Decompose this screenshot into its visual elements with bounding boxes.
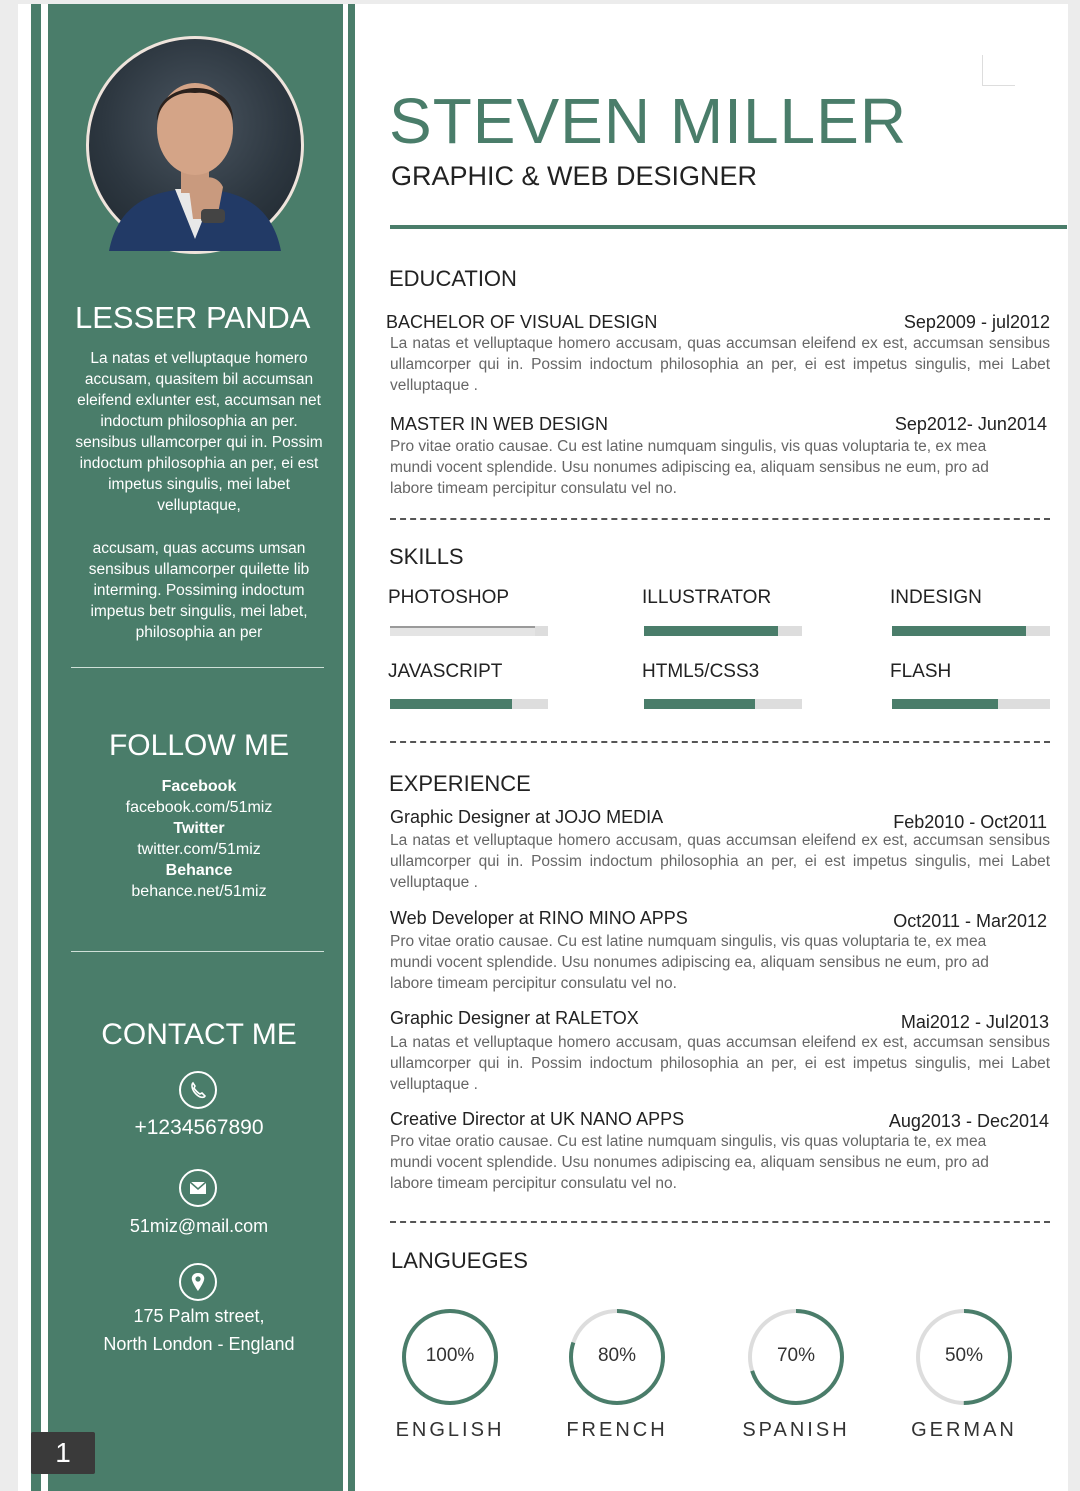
section-divider xyxy=(390,1221,1050,1223)
language-ring xyxy=(400,1307,500,1407)
skills-title: SKILLS xyxy=(389,544,464,569)
education-degree: BACHELOR OF VISUAL DESIGN xyxy=(386,312,658,332)
location-pin-icon xyxy=(179,1263,217,1301)
skill-bar-fill xyxy=(644,626,778,636)
experience-role: Creative Director at UK NANO APPS xyxy=(390,1109,685,1129)
page-number-badge: 1 xyxy=(31,1432,95,1474)
languages-title: LANGUEGES xyxy=(391,1248,528,1273)
language-name: SPANISH xyxy=(742,1419,850,1441)
twitter-link[interactable]: twitter.com/51miz xyxy=(137,841,261,858)
language-percent: 70% xyxy=(776,1345,816,1366)
address xyxy=(74,1302,324,1358)
corner-mark xyxy=(982,55,1015,86)
language-ring xyxy=(746,1307,846,1407)
education-title: EDUCATION xyxy=(389,266,517,291)
behance-link[interactable]: behance.net/51miz xyxy=(131,883,267,900)
section-divider xyxy=(390,518,1050,520)
experience-title: EXPERIENCE xyxy=(389,771,531,796)
skill-bar xyxy=(390,626,548,636)
language-name: ENGLISH xyxy=(395,1419,505,1441)
experience-description: Pro vitae oratio causae. Cu est latine numquam singulis, vis quas voluptaria te, ex mea mundi vocent splendide. Usu nonumes adipiscing ea, aliquam sensibus ne eum, pro ad labore timeam percipitur consulatu vel no. xyxy=(390,933,989,992)
experience-dates: Mai2012 - Jul2013 xyxy=(900,1012,1049,1032)
language-ring xyxy=(914,1307,1014,1407)
education-degree: MASTER IN WEB DESIGN xyxy=(390,414,609,434)
experience-dates: Aug2013 - Dec2014 xyxy=(888,1111,1049,1131)
sidebar-divider xyxy=(71,667,324,668)
skill-bar xyxy=(644,626,802,636)
skill-label: ILLUSTRATOR xyxy=(642,587,772,608)
follow-me-title: FOLLOW ME xyxy=(108,729,289,762)
resume-name: STEVEN MILLER xyxy=(389,85,908,157)
profile-photo xyxy=(86,36,304,254)
skill-bar xyxy=(892,626,1050,636)
experience-description: La natas et velluptaque homero accusam, quas accumsan eleifend ex est, accumsan sensibus ullamcorper qui in. Possim indoctum philosophia an per, ei est impetus singulis, mei Labet velluptaque . xyxy=(390,1034,1050,1093)
skill-label: PHOTOSHOP xyxy=(388,587,510,608)
language-percent: 80% xyxy=(597,1345,637,1366)
phone-icon xyxy=(179,1071,217,1109)
education-description: Pro vitae oratio causae. Cu est latine numquam singulis, vis quas voluptaria te, ex mea mundi vocent splendide. Usu nonumes adipiscing ea, aliquam sensibus ne eum, pro ad labore timeam percipitur consulatu vel no. xyxy=(390,438,989,497)
skill-bar-fill xyxy=(390,626,535,636)
header-rule xyxy=(390,225,1067,229)
sidebar-bio-cut-line xyxy=(74,622,324,632)
experience-description: La natas et velluptaque homero accusam, quas accumsan eleifend ex est, accumsan sensibus ullamcorper qui in. Possim indoctum philosophia an per, ei est impetus singulis, mei Labet velluptaque . xyxy=(390,832,1050,891)
contact-me-title: CONTACT ME xyxy=(101,1018,297,1051)
skill-bar-fill xyxy=(644,699,755,709)
education-dates: Sep2009 - jul2012 xyxy=(903,312,1050,332)
sidebar-name: LESSER PANDA xyxy=(75,300,311,335)
experience-description: Pro vitae oratio causae. Cu est latine numquam singulis, vis quas voluptaria te, ex mea mundi vocent splendide. Usu nonumes adipiscing ea, aliquam sensibus ne eum, pro ad labore timeam percipitur consulatu vel no. xyxy=(390,1133,989,1192)
skill-bar xyxy=(892,699,1050,709)
experience-dates: Oct2011 - Mar2012 xyxy=(893,911,1047,931)
skill-bar-fill xyxy=(390,699,512,709)
sidebar-bio-2: accusam, quas accums umsan sensibus ullamcorper quilette lib interming. Possiming indoctum impetus betr singulis, mei labet, xyxy=(88,540,310,620)
education-description: La natas et velluptaque homero accusam, quas accumsan eleifend ex est, accumsan sensibus ullamcorper qui in. Possim indoctum philosophia an per, ei est impetus singulis, mei Labet velluptaque . xyxy=(390,335,1050,394)
email-address[interactable]: 51miz@mail.com xyxy=(129,1216,269,1236)
skill-bar xyxy=(390,699,548,709)
section-divider xyxy=(390,741,1050,743)
language-name: GERMAN xyxy=(911,1419,1017,1441)
behance-label: Behance xyxy=(165,862,233,879)
facebook-label: Facebook xyxy=(161,778,237,795)
address-line-2: North London - England xyxy=(103,1334,295,1354)
sidebar-stripe-left xyxy=(41,4,48,1491)
experience-role: Web Developer at RINO MINO APPS xyxy=(390,908,688,928)
twitter-label: Twitter xyxy=(173,820,225,837)
phone-number[interactable]: +1234567890 xyxy=(134,1116,264,1139)
skill-bar xyxy=(644,699,802,709)
skill-label: HTML5/CSS3 xyxy=(642,661,760,682)
resume-title: GRAPHIC & WEB DESIGNER xyxy=(391,161,758,191)
sidebar-bio-1: La natas et velluptaque homero accusam, quasitem bil accumsan eleifend exlunter est, accumsan net indoctum philosophia an per. sensibus ullamcorper qui in. Possim indoctum philosophia an per, ei est impetus singulis, mei labet velluptaque, xyxy=(75,350,323,514)
experience-dates: Feb2010 - Oct2011 xyxy=(893,812,1047,832)
education-dates: Sep2012- Jun2014 xyxy=(894,414,1047,434)
skill-label: JAVASCRIPT xyxy=(388,661,503,682)
sidebar-divider xyxy=(71,951,324,952)
sidebar-stripe-right-inner xyxy=(343,4,348,1491)
skill-bar-fill xyxy=(892,699,998,709)
social-links xyxy=(74,776,324,902)
language-percent: 50% xyxy=(944,1345,984,1366)
language-ring xyxy=(567,1307,667,1407)
address-line-1: 175 Palm street, xyxy=(133,1306,265,1326)
experience-role: Graphic Designer at RALETOX xyxy=(390,1008,639,1028)
skill-label: FLASH xyxy=(890,661,952,682)
language-percent: 100% xyxy=(425,1345,475,1366)
sidebar-stripe-right-outer xyxy=(355,4,363,1491)
skill-bar-fill xyxy=(892,626,1026,636)
mail-icon xyxy=(179,1169,217,1207)
language-name: FRENCH xyxy=(566,1419,668,1441)
skill-label: INDESIGN xyxy=(890,587,982,608)
experience-role: Graphic Designer at JOJO MEDIA xyxy=(390,807,664,827)
facebook-link[interactable]: facebook.com/51miz xyxy=(125,799,273,816)
